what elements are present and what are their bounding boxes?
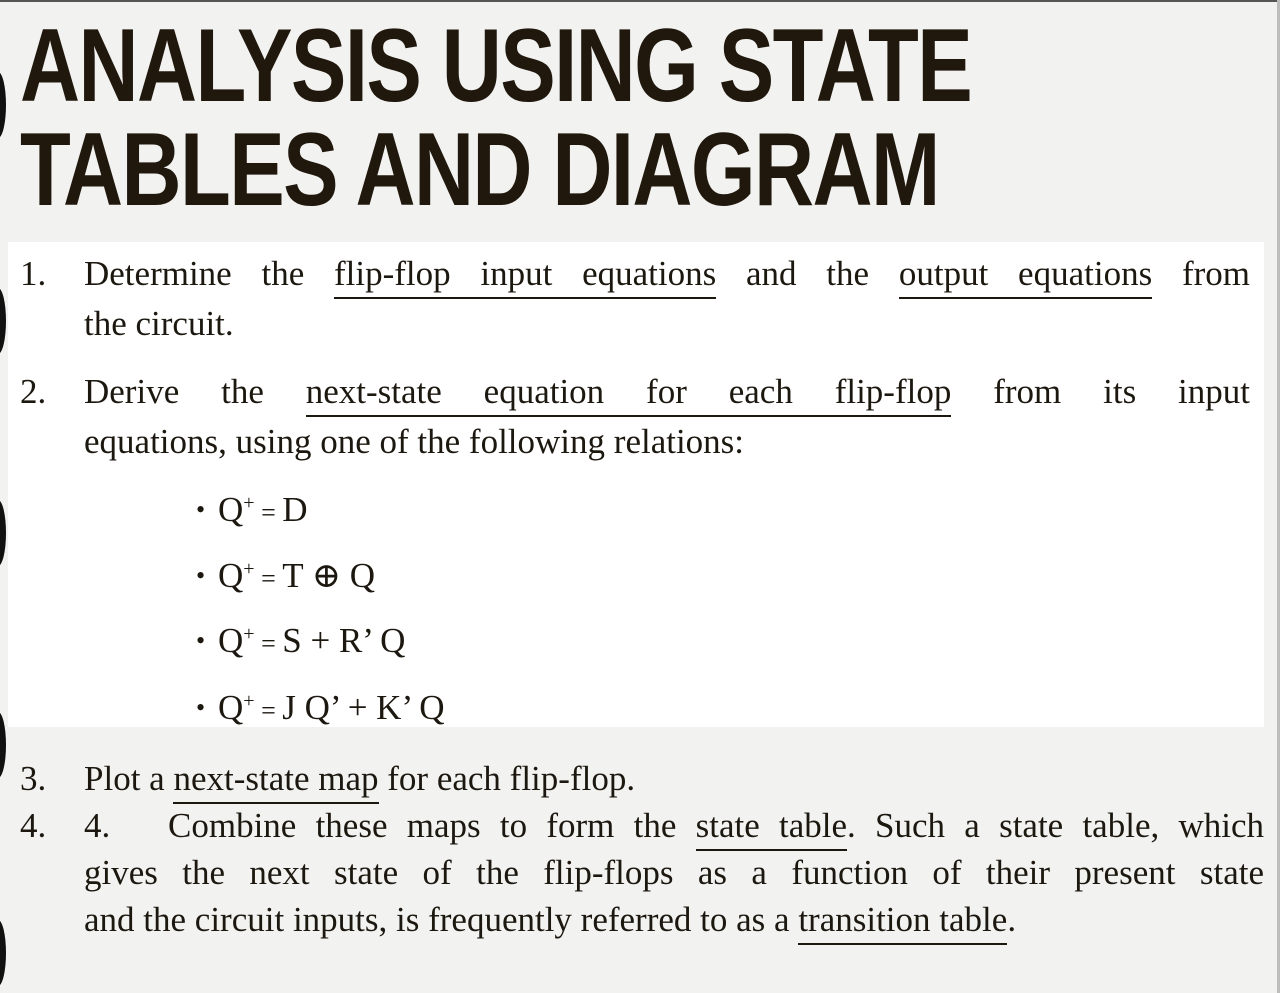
edge-decoration bbox=[0, 920, 6, 986]
relation-t: • Q+ = T ⊕ Q bbox=[196, 556, 376, 595]
edge-decoration bbox=[0, 712, 6, 778]
relation-sr: • Q+ = S + R’ Q bbox=[196, 621, 406, 660]
edge-decoration bbox=[0, 72, 6, 138]
step-number: 1. bbox=[20, 254, 47, 293]
edge-decoration bbox=[0, 288, 6, 354]
page-title bbox=[20, 8, 972, 228]
step-number: 4. bbox=[20, 806, 47, 845]
step-number: 2. bbox=[20, 372, 47, 411]
underlined-term: next-state equation for each flip-flop bbox=[306, 372, 952, 417]
underlined-term: output equations bbox=[899, 254, 1152, 299]
title-line-1: ANALYSIS USING STATE bbox=[20, 8, 972, 124]
step-1-line-1: Determine the flip-flop input equations and the output equations from bbox=[84, 249, 1250, 299]
underlined-term: flip-flop input equations bbox=[334, 254, 716, 299]
relation-jk: • Q+ = J Q’ + K’ Q bbox=[196, 688, 445, 727]
underlined-term: transition table bbox=[798, 900, 1007, 945]
underlined-term: next-state map bbox=[173, 759, 378, 804]
step-number: 3. bbox=[20, 759, 47, 798]
top-rule bbox=[0, 0, 1280, 2]
step-2-line-2: equations, using one of the following relations: bbox=[84, 422, 745, 461]
step-2-line-1: Derive the next-state equation for each flip-flop from its input bbox=[84, 367, 1250, 417]
step-4-line-2: gives the next state of the flip-flops as a function of their present state bbox=[84, 853, 1264, 892]
step-4-line-1: 4. Combine these maps to form the state table. Such a state table, which bbox=[84, 802, 1264, 849]
underlined-term: state table bbox=[696, 806, 847, 851]
step-4-line-3: and the circuit inputs, is frequently referred to as a transition table. bbox=[84, 896, 1264, 943]
title-line-2: TABLES AND DIAGRAM bbox=[20, 112, 939, 228]
step-1-line-2: the circuit. bbox=[84, 304, 234, 343]
edge-decoration bbox=[0, 500, 6, 566]
relation-d: • Q+ = D bbox=[196, 490, 308, 529]
